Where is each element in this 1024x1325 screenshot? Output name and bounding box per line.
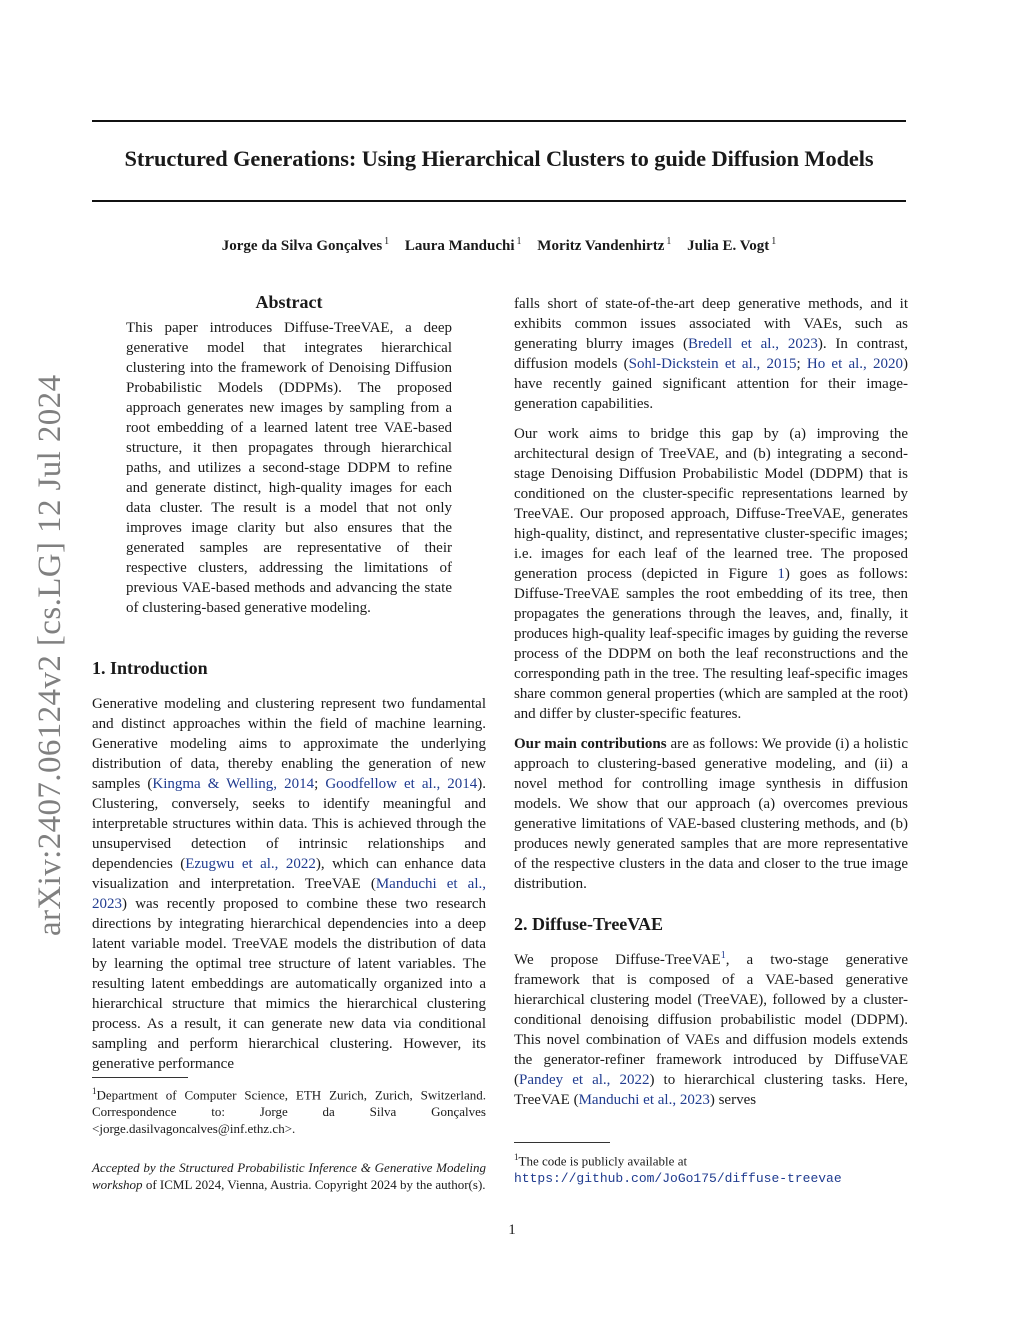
paper-title: Structured Generations: Using Hierarchical Clusters to guide Diffusion Models — [124, 146, 874, 171]
contributions-lead: Our main contributions — [514, 736, 667, 752]
paragraph-text: ) have recently gained significant attention for their image-generation capabilities. — [514, 356, 908, 412]
footnote-text: of ICML 2024, Vienna, Austria. Copyright 2024 by the author(s). — [142, 1177, 486, 1193]
contributions-paragraph — [514, 734, 908, 894]
paragraph-text: ; — [314, 776, 326, 792]
citation-link[interactable]: Sohl-Dickstein et al., 2015 — [628, 356, 797, 372]
footnote-mark: 1 — [514, 1152, 519, 1162]
paragraph-text: ) to hierarchical clustering tasks. Here, TreeVAE ( — [514, 1072, 908, 1108]
footnote-rule — [92, 1077, 188, 1078]
venue-italic: Accepted by the Structured Probabilistic Inference & Generative Modeling workshop — [92, 1160, 486, 1193]
code-footnote — [514, 1142, 908, 1187]
title-rule-bottom — [92, 200, 906, 202]
figure-reference-link[interactable]: 1 — [777, 566, 785, 582]
code-repository-link[interactable]: https://github.com/JoGo175/diffuse-treevae — [514, 1171, 842, 1187]
arxiv-identifier-stamp: arXiv:2407.06124v2 [cs.LG] 12 Jul 2024 — [32, 374, 68, 936]
paragraph-text: ) goes as follows: Diffuse-TreeVAE samples the root embedding of its tree, then propagates the generations through the leaves, and, finally, it produces high-quality leaf-specific images by guiding the reverse process of the DDPM on both the leaf reconstructions and the corresponding path in the tree. The resulting leaf-specific images share common general properties (which are sampled at the root) and differ by cluster-specific features. — [514, 566, 908, 722]
left-footnotes — [92, 1077, 486, 1193]
paragraph-text: Generative modeling and clustering represent two fundamental and distinct approaches within the field of machine learning. Generative modeling aims to approximate the underlying distribution of data, thereby enabling the generation of new samples ( — [92, 696, 486, 792]
author-name: Moritz Vandenhirtz — [537, 238, 665, 254]
introduction-paragraph — [514, 294, 908, 414]
author-name: Julia E. Vogt — [687, 238, 770, 254]
author-affiliation: 1 — [666, 236, 672, 247]
paragraph-text: We propose Diffuse-TreeVAE — [514, 952, 721, 968]
citation-link[interactable]: Ho et al., 2020 — [806, 356, 903, 372]
citation-link[interactable]: Ezugwu et al., 2022 — [185, 856, 316, 872]
abstract-text: This paper introduces Diffuse-TreeVAE, a deep generative model that integrates hierarchical clustering into the framework of Denoising Diffusion Probabilistic Models (DDPMs). The proposed approach generates new images by sampling from a root embedding of a learned latent tree VAE-based structure, it then propagates through hierarchical paths, and utilizes a second-stage DDPM to refine and generate distinct, high-quality images for each data cluster. The result is a model that not only improves image clarity but also ensures that the generated samples are representative of their respective clusters, addressing the limitations of previous VAE-based methods and advancing the state of clustering-based generative modeling. — [126, 320, 452, 616]
paragraph-text: ). In contrast, diffusion models ( — [514, 336, 908, 372]
citation-link[interactable]: Bredell et al., 2023 — [687, 336, 818, 352]
paragraph-text: ) was recently proposed to combine these two research directions by integrating hierarchical dependencies into a deep latent variable model. TreeVAE models the distribution of data by learning the optimal tree structure of latent variables. The resulting latent embeddings are automatically organized into a hierarchical structure that mimics the hierarchical clustering process. As a result, it can generate new data via conditional sampling and perform hierarchical clustering. However, its generative performance — [92, 896, 486, 1072]
author — [405, 238, 522, 254]
paragraph-text: ; — [796, 356, 807, 372]
paragraph-text: , a two-stage generative framework that is composed of a VAE-based generative hierarchical clustering model (TreeVAE), followed by a cluster-conditional denoising diffusion probabilistic model (DDPM). This novel combination of VAEs and diffusion models extends the generator-refiner framework introduced by DiffuseVAE ( — [514, 952, 908, 1088]
affiliation-footnote — [92, 1083, 486, 1137]
acceptance-note — [92, 1159, 486, 1193]
introduction-paragraph — [514, 424, 908, 724]
author-affiliation: 1 — [384, 236, 390, 247]
footnote-text: Department of Computer Science, ETH Zurich, Zurich, Switzerland. Correspondence to: Jorge da Silva Gonçalves <jorge.dasilvagoncalves@inf.ethz.ch>. — [92, 1087, 486, 1137]
paragraph-text: ), which can enhance data visualization and interpretation. TreeVAE ( — [92, 856, 486, 892]
introduction-heading: 1. Introduction — [92, 658, 208, 678]
citation-link[interactable]: Kingma & Welling, 2014 — [152, 776, 315, 792]
paragraph-text: ). Clustering, conversely, seeks to identify meaningful and interpretable structures within data. This is achieved through the unsupervised detection of intrinsic relationships and dependencies ( — [92, 776, 486, 872]
title-rule-top — [92, 120, 906, 122]
abstract-heading: Abstract — [255, 292, 323, 312]
author — [687, 238, 776, 254]
author — [222, 238, 389, 254]
citation-link[interactable]: Pandey et al., 2022 — [519, 1072, 650, 1088]
author-affiliation: 1 — [771, 236, 777, 247]
left-column — [92, 290, 486, 1074]
paragraph-text: are as follows: We provide (i) a holistic approach to clustering-based generative modeling, and (ii) a novel method for controlling image synthesis in diffusion models. We show that our approach (a) overcomes previous generative limitations of VAE-based clustering methods, and (b) produces newly generated samples that are more representative of the respective clusters in the data and closer to the true image distribution. — [514, 736, 908, 892]
method-heading: 2. Diffuse-TreeVAE — [514, 914, 663, 934]
citation-link[interactable]: Manduchi et al., 2023 — [578, 1092, 710, 1108]
author-name: Jorge da Silva Gonçalves — [221, 238, 383, 254]
author-name: Laura Manduchi — [404, 238, 515, 254]
introduction-paragraph — [92, 694, 486, 1074]
footnote-mark: 1 — [92, 1086, 97, 1096]
author-list — [92, 236, 906, 255]
method-paragraph — [514, 950, 908, 1110]
page-number: 1 — [508, 1222, 516, 1238]
paragraph-text: falls short of state-of-the-art deep generative methods, and it exhibits common issues associated with VAEs, such as generating blurry images ( — [514, 296, 908, 352]
paragraph-text: ) serves — [709, 1092, 757, 1108]
author — [537, 238, 671, 254]
footnote-rule — [514, 1142, 610, 1143]
paragraph-text: Our work aims to bridge this gap by (a) improving the architectural design of TreeVAE, and (b) integrating a second-stage Denoising Diffusion Probabilistic Model (DDPM) that is conditioned on the cluster-specific representations learned by TreeVAE. Our proposed approach, Diffuse-TreeVAE, generates high-quality, distinct, and representative cluster-specific images; i.e. images for each leaf of the learned tree. The proposed generation process (depicted in Figure — [514, 426, 908, 582]
author-affiliation: 1 — [516, 236, 522, 247]
citation-link[interactable]: Manduchi et al., 2023 — [92, 876, 486, 912]
footnote-text: The code is publicly available at — [518, 1153, 688, 1169]
citation-link[interactable]: Goodfellow et al., 2014 — [325, 776, 478, 792]
code-footnote-text — [514, 1149, 908, 1187]
right-column — [514, 294, 908, 1110]
footnote-link[interactable]: 1 — [720, 950, 726, 961]
